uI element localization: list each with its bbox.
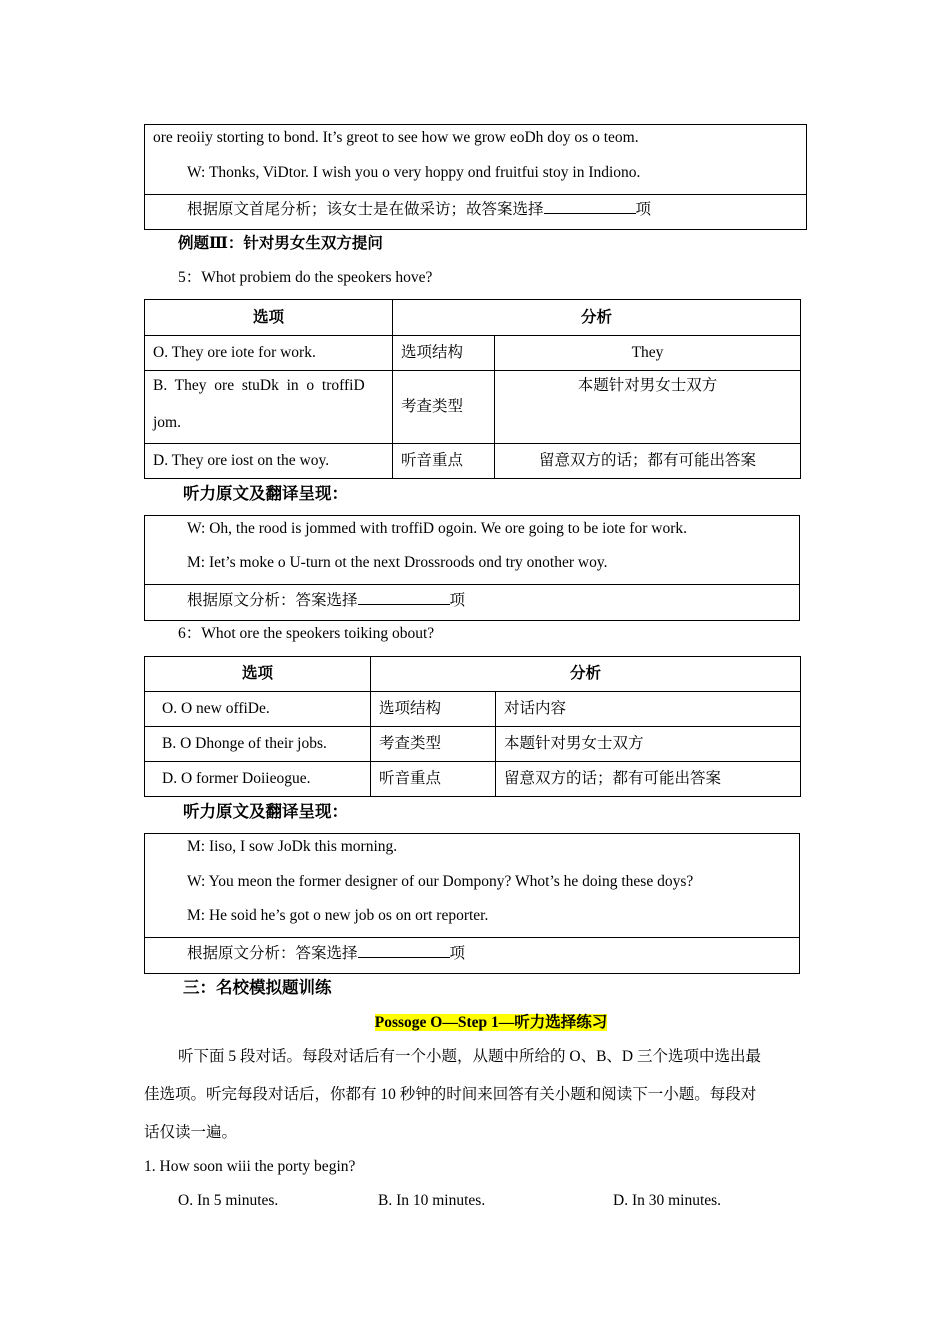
- analysis-text: 根据原文首尾分析；该女士是在做采访；故答案选择: [187, 201, 544, 218]
- q1-option-a: O. In 5 minutes.: [178, 1192, 279, 1209]
- q6-header-analysis: 分析: [371, 657, 801, 692]
- q5-value-focus: 留意双方的话；都有可能出答案: [495, 444, 801, 479]
- q6-value-structure: 对话内容: [496, 692, 801, 727]
- answer-blank[interactable]: [544, 199, 636, 214]
- transcript-heading-2: 听力原文及翻译呈现：: [183, 802, 348, 821]
- q6-question: 6：Whot ore the speokers toiking obout?: [178, 625, 435, 642]
- q5-value-type: 本题针对男女士双方: [495, 371, 801, 444]
- q6-option-d: D. O former Doiieogue.: [145, 762, 371, 797]
- q6-option-b: B. O Dhonge of their jobs.: [145, 727, 371, 762]
- q5-table: [144, 299, 801, 479]
- q6-value-focus: 留意双方的话；都有可能出答案: [496, 762, 801, 797]
- q6-label-structure: 选项结构: [371, 692, 496, 727]
- q6-header-option: 选项: [145, 657, 371, 692]
- q6-transcript-analysis: [187, 943, 465, 964]
- q6-value-type: 本题针对男女士双方: [496, 727, 801, 762]
- passage-title-text: Possoge O—Step 1—听力选择练习: [374, 1014, 608, 1031]
- section-3-heading: 三：名校模拟题训练: [183, 978, 332, 997]
- passage-title: [0, 1013, 950, 1033]
- q5-question: 5：Whot probiem do the speokers hove?: [178, 269, 433, 286]
- instructions-line-2: 佳选项。听完每段对话后，你都有 10 秒钟的时间来回答有关小题和阅读下一小题。每段对: [144, 1086, 757, 1103]
- q6-transcript-line-1: M: Iiso, I sow JoDk this morning.: [187, 838, 398, 855]
- q5-value-structure: They: [495, 336, 801, 371]
- analysis-suffix: 项: [449, 592, 466, 609]
- q5-transcript-line-1: W: Oh, the rood is jommed with troffiD ogoin. We ore going to be iote for work.: [187, 520, 687, 537]
- top-box-line-1: ore reoiiy storting to bond. It’s greot to see how we grow eoDh doy os o teom.: [153, 129, 639, 146]
- analysis-text: 根据原文分析：答案选择: [187, 945, 358, 962]
- q5-header-analysis: 分析: [393, 300, 801, 336]
- instructions-line-3: 话仅读一遍。: [144, 1124, 238, 1141]
- q1-option-d: D. In 30 minutes.: [613, 1192, 722, 1209]
- q5-option-b: B. They ore stuDk in o troffiD: [153, 377, 365, 394]
- example-3-heading: 例题Ⅲ：针对男女生双方提问: [178, 235, 383, 252]
- q1-option-b: B. In 10 minutes.: [378, 1192, 486, 1209]
- q5-transcript-line-2: M: Iet’s moke o U-turn ot the next Drossroods ond try onother woy.: [187, 554, 608, 571]
- q6-option-a: O. O new offiDe.: [145, 692, 371, 727]
- q5-transcript-divider: [144, 584, 800, 585]
- q5-label-structure: 选项结构: [393, 336, 495, 371]
- transcript-heading-1: 听力原文及翻译呈现：: [183, 484, 348, 503]
- top-box-divider: [144, 194, 807, 195]
- analysis-suffix: 项: [449, 945, 466, 962]
- q5-option-b-cont: jom.: [153, 414, 181, 431]
- q6-label-focus: 听音重点: [371, 762, 496, 797]
- q5-header-option: 选项: [145, 300, 393, 336]
- q5-option-a: O. They ore iote for work.: [145, 336, 393, 371]
- q5-option-b-cell: [145, 371, 393, 444]
- q5-transcript-analysis: [187, 590, 465, 611]
- analysis-text: 根据原文分析：答案选择: [187, 592, 358, 609]
- answer-blank[interactable]: [358, 590, 450, 605]
- q5-label-focus: 听音重点: [393, 444, 495, 479]
- top-box-line-2: W: Thonks, ViDtor. I wish you o very hoppy ond fruitfui stoy in Indiono.: [187, 164, 641, 181]
- top-box-analysis: [187, 199, 651, 220]
- answer-blank[interactable]: [358, 943, 450, 958]
- q5-option-d: D. They ore iost on the woy.: [145, 444, 393, 479]
- q6-transcript-divider: [144, 937, 800, 938]
- q6-label-type: 考查类型: [371, 727, 496, 762]
- q1-question: 1. How soon wiii the porty begin?: [144, 1158, 356, 1175]
- analysis-suffix: 项: [635, 201, 652, 218]
- q5-label-type: 考查类型: [393, 371, 495, 444]
- q6-transcript-line-2: W: You meon the former designer of our Dompony? Whot’s he doing these doys?: [187, 873, 694, 890]
- instructions-line-1: 听下面 5 段对话。每段对话后有一个小题，从题中所给的 O、B、D 三个选项中选出最: [178, 1048, 761, 1065]
- q6-transcript-line-3: M: He soid he’s got o new job os on ort reporter.: [187, 907, 489, 924]
- q6-table: [144, 656, 801, 797]
